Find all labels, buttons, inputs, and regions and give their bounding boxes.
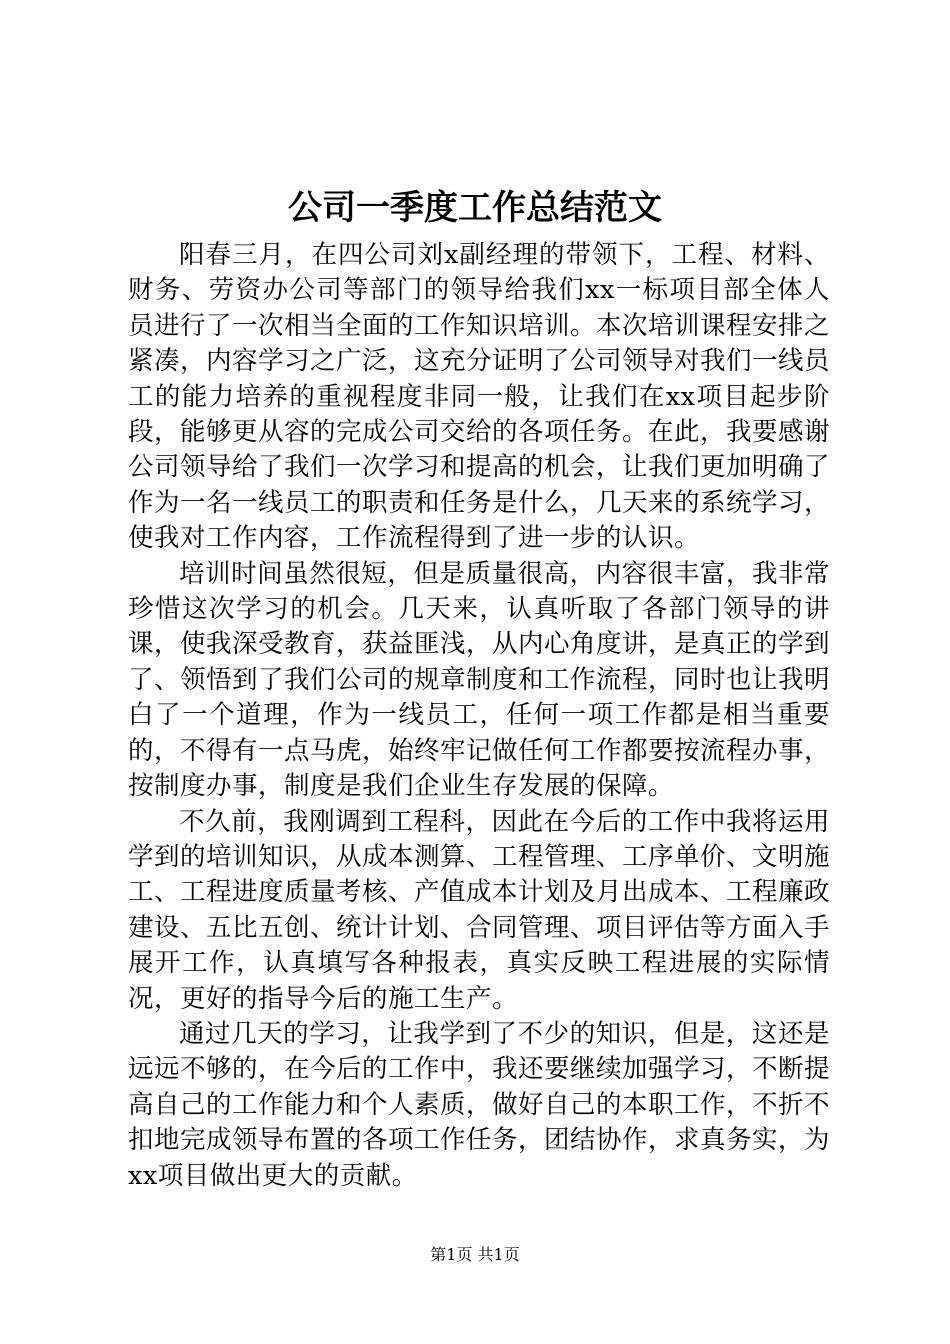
page-footer: 第1页 共1页	[430, 1245, 520, 1264]
body-paragraph-3: 不久前，我刚调到工程科，因此在今后的工作中我将运用学到的培训知识，从成本测算、工程管理、工序单价、文明施工、工程进度质量考核、产值成本计划及月出成本、工程廉政建设、五比五创、统计计划、合同管理、项目评估等方面入手展开工作，认真填写各种报表，真实反映工程进展的实际情况，更好的指导今后的施工生产。	[128, 806, 831, 1014]
body-paragraph-2: 培训时间虽然很短，但是质量很高，内容很丰富，我非常珍惜这次学习的机会。几天来，认真听取了各部门领导的讲课，使我深受教育，获益匪浅，从内心角度讲，是真正的学到了、领悟到了我们公司的规章制度和工作流程，同时也让我明白了一个道理，作为一线员工，任何一项工作都是相当重要的，不得有一点马虎，始终牢记做任何工作都要按流程办事，按制度办事，制度是我们企业生存发展的保障。	[128, 558, 831, 802]
document-body	[128, 238, 830, 1194]
body-paragraph-1: 阳春三月，在四公司刘x副经理的带领下，工程、材料、财务、劳资办公司等部门的领导给我们xx一标项目部全体人员进行了一次相当全面的工作知识培训。本次培训课程安排之紧凑，内容学习之广泛，这充分证明了公司领导对我们一线员工的能力培养的重视程度非同一般，让我们在xx项目起步阶段，能够更从容的完成公司交给的各项任务。在此，我要感谢公司领导给了我们一次学习和提高的机会，让我们更加明确了作为一名一线员工的职责和任务是什么，几天来的系统学习，使我对工作内容，工作流程得到了进一步的认识。	[128, 240, 831, 554]
document-title: 公司一季度工作总结范文	[288, 188, 662, 228]
body-paragraph-4: 通过几天的学习，让我学到了不少的知识，但是，这还是远远不够的，在今后的工作中，我还要继续加强学习，不断提高自己的工作能力和个人素质，做好自己的本职工作，不折不扣地完成领导布置的各项工作任务，团结协作，求真务实，为xx项目做出更大的贡献。	[128, 1018, 831, 1191]
